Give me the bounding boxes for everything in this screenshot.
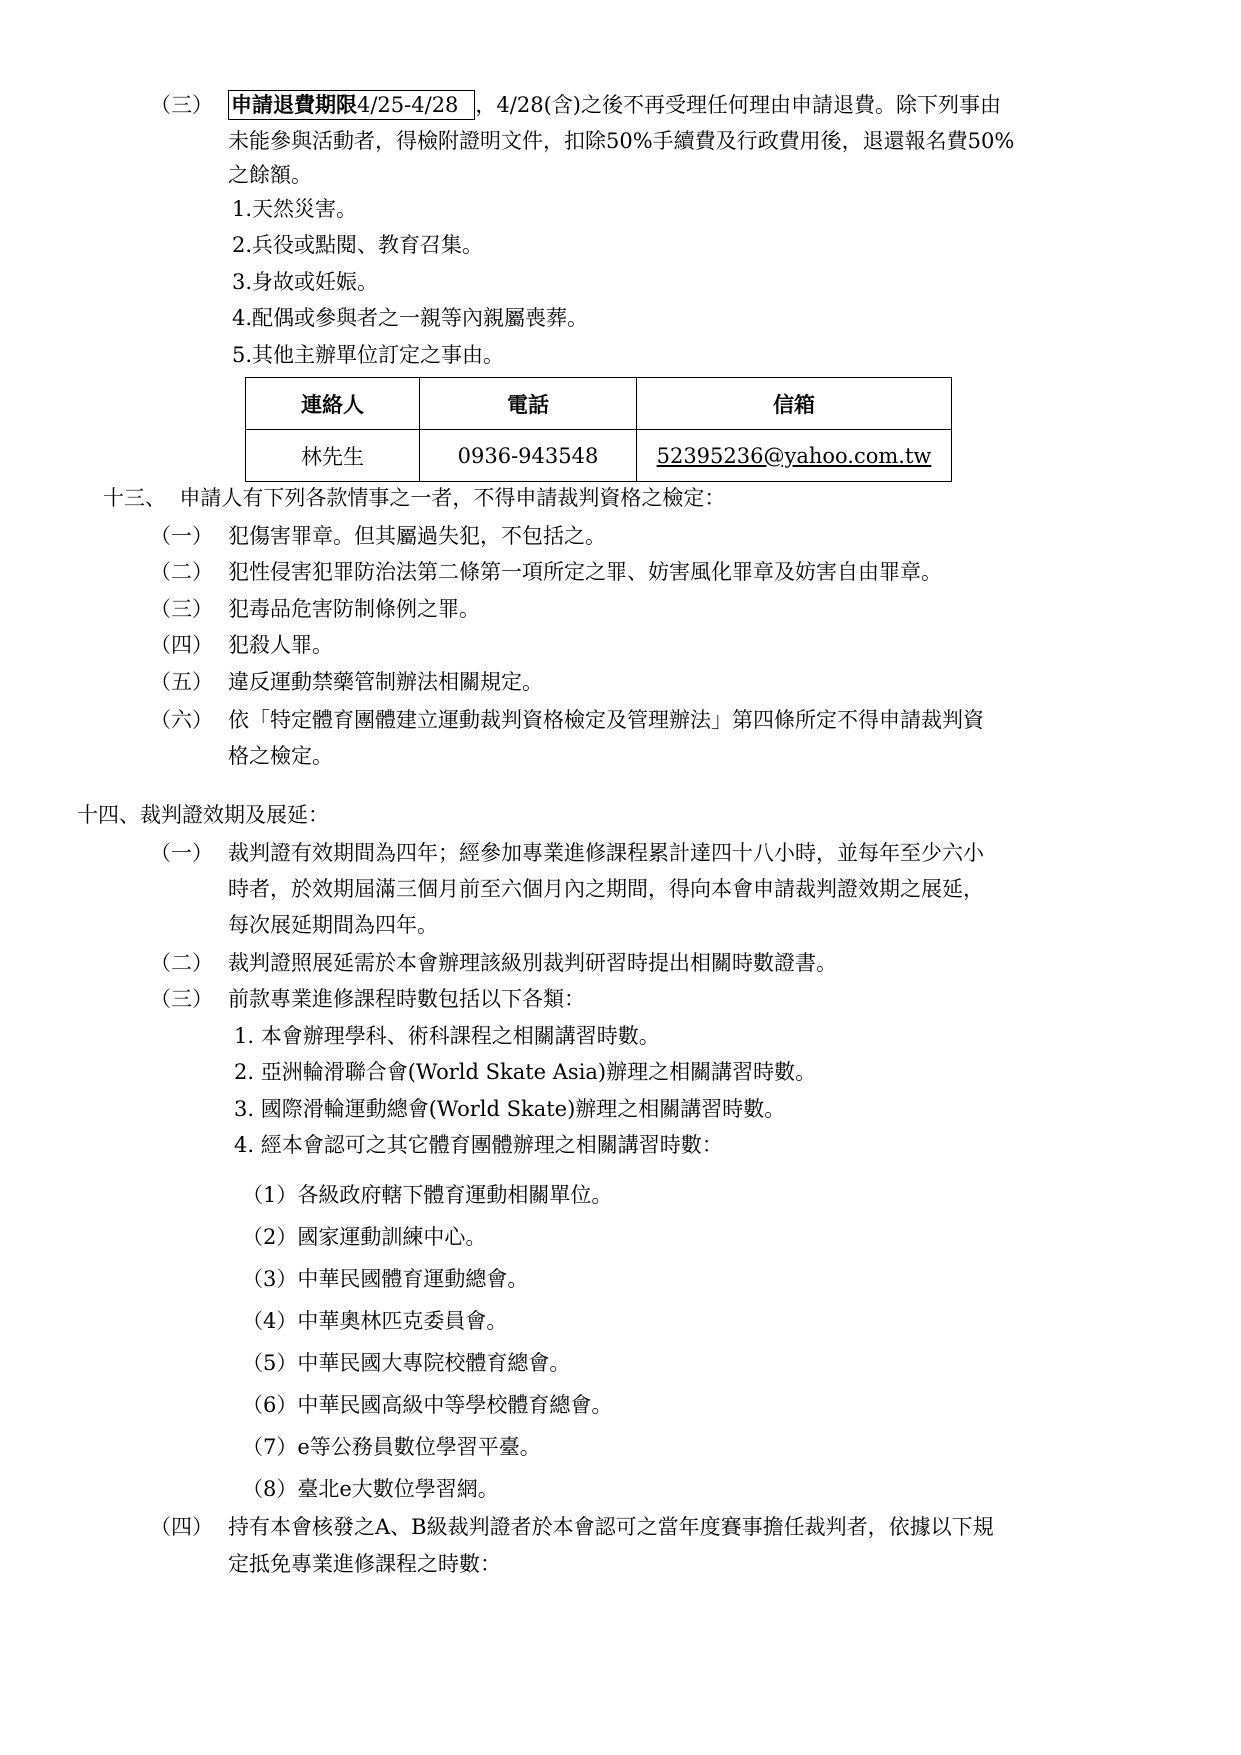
s14-marker-2: （二）	[150, 951, 213, 975]
s13-marker-3: （三）	[150, 597, 213, 621]
s13-item-6-cont: 格之檢定。	[228, 744, 333, 768]
s13-item-4: 犯殺人罪。	[228, 633, 333, 657]
refund-deadline-box: 申請退費期限4/25-4/28	[228, 90, 475, 120]
refund-marker: （三）	[150, 93, 213, 117]
s14-sub-2: 2. 亞洲輪滑聯合會(World Skate Asia)辦理之相關講習時數。	[234, 1060, 817, 1084]
refund-item-3: 3.身故或妊娠。	[232, 270, 379, 294]
s14-subsub-4: （4）中華奧林匹克委員會。	[242, 1309, 508, 1333]
s14-subsub-8: （8）臺北e大數位學習網。	[242, 1477, 499, 1501]
s14-marker-4: （四）	[150, 1515, 213, 1539]
s14-subsub-1: （1）各級政府轄下體育運動相關單位。	[242, 1183, 613, 1207]
section-14-heading: 十四、裁判證效期及展延：	[77, 803, 329, 827]
contact-table	[245, 377, 952, 482]
s13-item-5: 違反運動禁藥管制辦法相關規定。	[228, 670, 543, 694]
contact-phone: 0936-943548	[420, 430, 637, 482]
s13-marker-6: （六）	[150, 708, 213, 732]
s14-item-1-line-1: 裁判證有效期間為四年；經參加專業進修課程累計達四十八小時，並每年至少六小	[228, 841, 984, 865]
s14-subsub-2: （2）國家運動訓練中心。	[242, 1225, 487, 1249]
refund-item-2: 2.兵役或點閱、教育召集。	[232, 233, 484, 257]
refund-item-1: 1.天然災害。	[232, 197, 358, 221]
s14-subsub-3: （3）中華民國體育運動總會。	[242, 1267, 529, 1291]
refund-line-2: 未能參與活動者，得檢附證明文件，扣除50%手續費及行政費用後，退還報名費50%	[228, 129, 1015, 153]
header-phone: 電話	[420, 378, 637, 430]
s14-item-3: 前款專業進修課程時數包括以下各類：	[228, 987, 585, 1011]
s14-marker-3: （三）	[150, 987, 213, 1011]
s14-item-4-line-1: 持有本會核發之A、B級裁判證者於本會認可之當年度賽事擔任裁判者，依據以下規	[228, 1515, 994, 1539]
s14-item-1-line-3: 每次展延期間為四年。	[228, 913, 438, 937]
contact-person: 林先生	[246, 430, 420, 482]
s13-item-6: 依「特定體育團體建立運動裁判資格檢定及管理辦法」第四條所定不得申請裁判資	[228, 708, 984, 732]
refund-line-1: 申請退費期限4/25-4/28 ，4/28(含)之後不再受理任何理由申請退費。除下列事由	[228, 90, 1001, 120]
refund-item-5: 5.其他主辦單位訂定之事由。	[232, 343, 505, 367]
s14-subsub-6: （6）中華民國高級中等學校體育總會。	[242, 1393, 613, 1417]
header-email: 信箱	[637, 378, 952, 430]
contact-email-link[interactable]: 52395236@yahoo.com.tw	[637, 430, 952, 482]
s14-sub-3: 3. 國際滑輪運動總會(World Skate)辦理之相關講習時數。	[234, 1097, 786, 1121]
s14-subsub-5: （5）中華民國大專院校體育總會。	[242, 1351, 571, 1375]
s14-item-4-line-2: 定抵免專業進修課程之時數：	[228, 1552, 501, 1576]
s14-sub-1: 1. 本會辦理學科、術科課程之相關講習時數。	[234, 1024, 660, 1048]
s14-item-2: 裁判證照展延需於本會辦理該級別裁判研習時提出相關時數證書。	[228, 951, 837, 975]
s13-marker-1: （一）	[150, 524, 213, 548]
header-contact-person: 連絡人	[246, 378, 420, 430]
s13-item-1: 犯傷害罪章。但其屬過失犯，不包括之。	[228, 524, 606, 548]
s14-subsub-7: （7）e等公務員數位學習平臺。	[242, 1435, 541, 1459]
s14-marker-1: （一）	[150, 841, 213, 865]
s13-marker-5: （五）	[150, 670, 213, 694]
refund-item-4: 4.配偶或參與者之一親等內親屬喪葬。	[232, 306, 589, 330]
refund-line-3: 之餘額。	[228, 163, 312, 187]
s13-marker-2: （二）	[150, 560, 213, 584]
s13-marker-4: （四）	[150, 633, 213, 657]
section-13-heading: 十三、 申請人有下列各款情事之一者，不得申請裁判資格之檢定：	[103, 486, 726, 510]
s13-item-3: 犯毒品危害防制條例之罪。	[228, 597, 480, 621]
s14-item-1-line-2: 時者，於效期屆滿三個月前至六個月內之期間，得向本會申請裁判證效期之展延，	[228, 877, 984, 901]
s14-sub-4: 4. 經本會認可之其它體育團體辦理之相關講習時數：	[234, 1133, 723, 1157]
s13-item-2: 犯性侵害犯罪防治法第二條第一項所定之罪、妨害風化罪章及妨害自由罪章。	[228, 560, 942, 584]
